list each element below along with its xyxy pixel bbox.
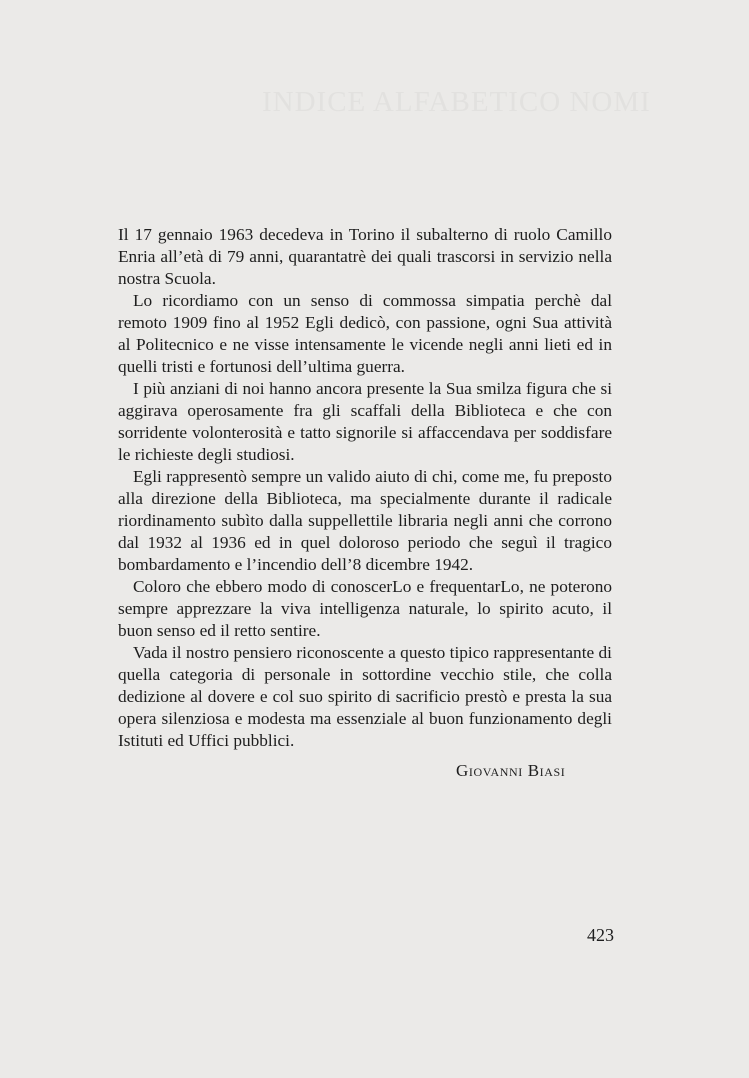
paragraph: Coloro che ebbero modo di conoscerLo e frequentarLo, ne poterono sempre apprezzare la viva intelligenza naturale, lo spirito acuto, il buon senso ed il retto sentire.: [118, 577, 612, 640]
faded-bleedthrough-heading: INDICE ALFABETICO NOMI: [262, 86, 651, 118]
page-number: 423: [587, 925, 614, 945]
author-signature: Giovanni Biasi: [456, 761, 566, 780]
paragraph: Egli rappresentò sempre un valido aiuto di chi, come me, fu preposto alla direzione della Biblioteca, ma specialmente durante il radicale riordinamento subìto dalla suppellettile libraria negli anni che corrono dal 1932 al 1936 ed in quel doloroso periodo che seguì il tragico bombardamento e l’incendio dell’8 dicembre 1942.: [118, 467, 612, 574]
paragraph: Vada il nostro pensiero riconoscente a questo tipico rappresentante di quella categoria di personale in sottordine vecchio stile, che colla dedizione al dovere e col suo spirito di sacrificio prestò e presta la sua opera silenziosa e modesta ma essenziale al buon funzionamento degli Istituti ed Uffici pubblici.: [118, 643, 612, 750]
article-body: [118, 224, 612, 752]
paragraph: Il 17 gennaio 1963 decedeva in Torino il subalterno di ruolo Camillo Enria all’età di 79 anni, quarantatrè dei quali trascorsi in servizio nella nostra Scuola.: [118, 225, 612, 288]
paragraph: I più anziani di noi hanno ancora presente la Sua smilza figura che si aggirava operosamente fra gli scaffali della Biblioteca e che con sorridente volonterosità e tatto signorile si affaccendava per soddisfare le richieste degli studiosi.: [118, 379, 612, 464]
paragraph: Lo ricordiamo con un senso di commossa simpatia perchè dal remoto 1909 fino al 1952 Egli dedicò, con passione, ogni Sua attività al Politecnico e ne visse intensamente le vicende negli anni lieti ed in quelli tristi e fortunosi dell’ultima guerra.: [118, 291, 612, 376]
